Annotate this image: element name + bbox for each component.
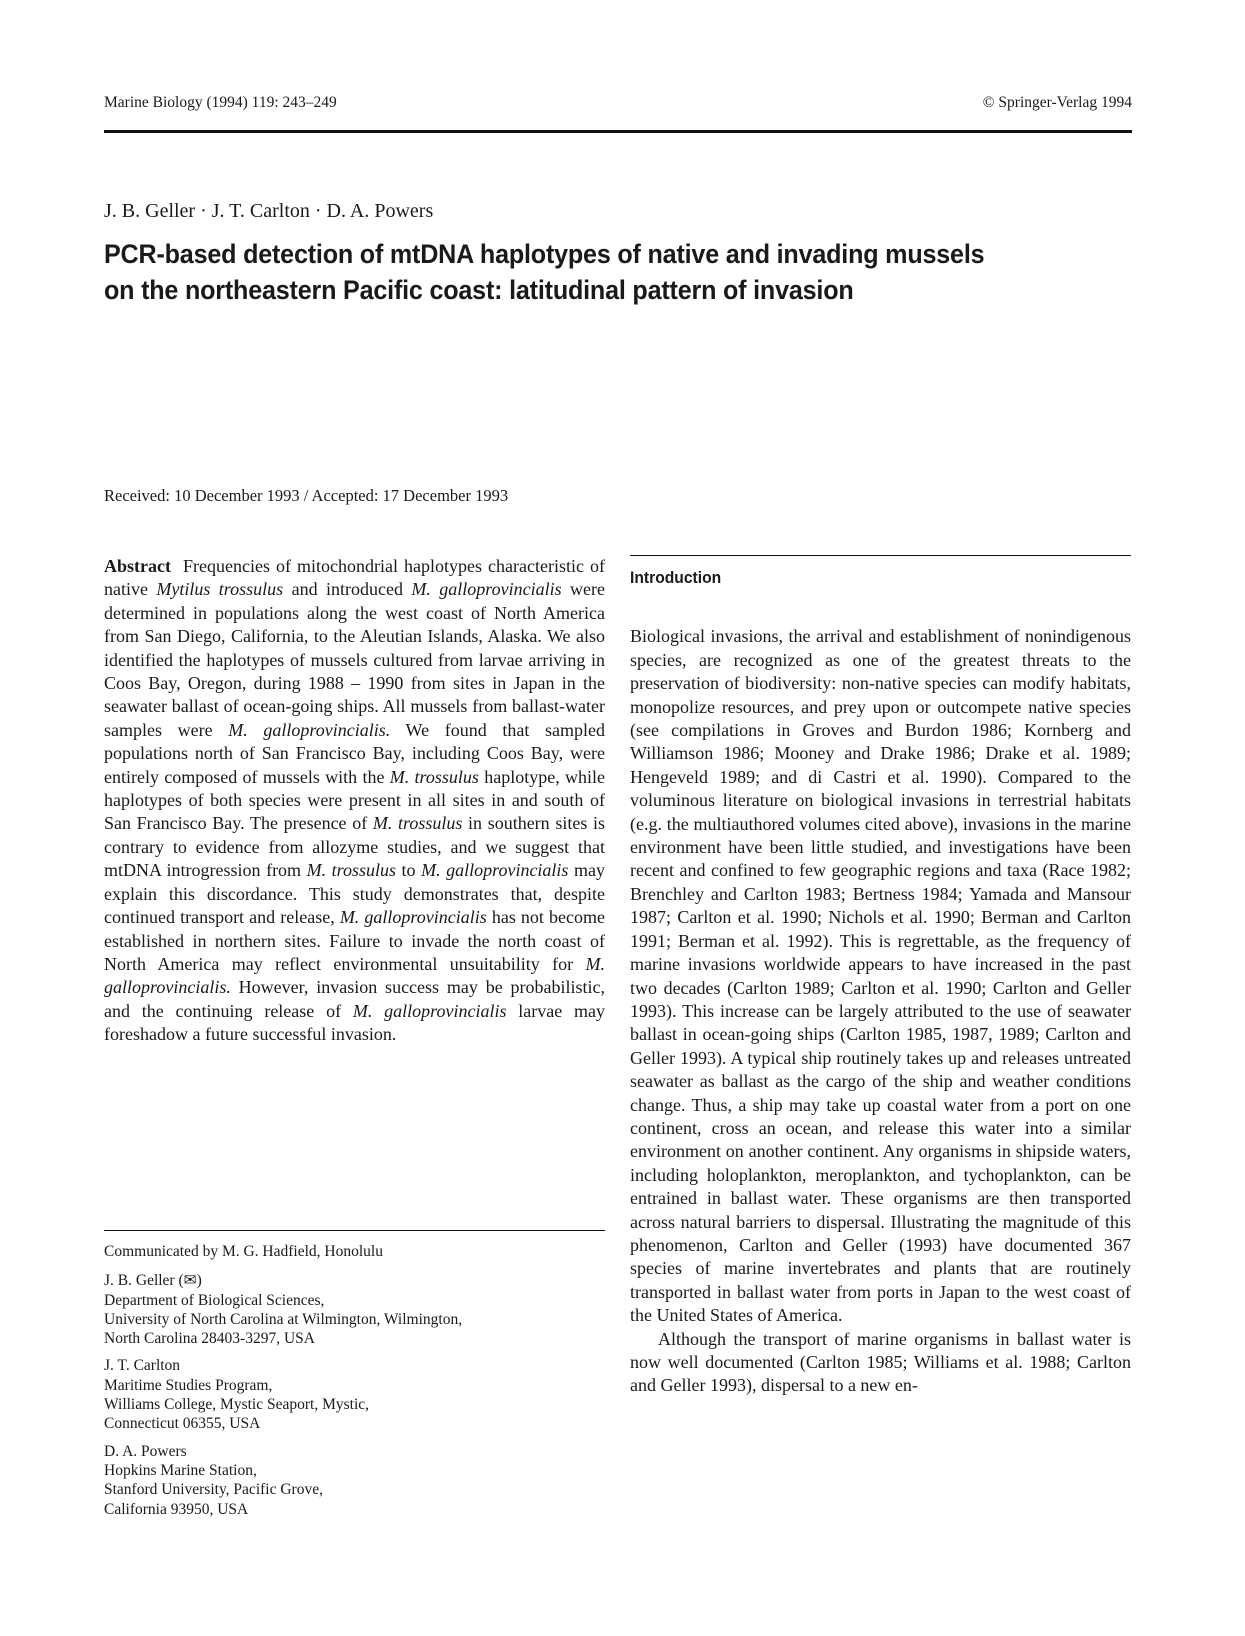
abstract xyxy=(104,555,605,1047)
header-rule xyxy=(104,130,1132,133)
affiliation-carlton: J. T. Carlton Maritime Studies Program, Williams College, Mystic Seaport, Mystic, Connecticut 06355, USA xyxy=(104,1357,369,1433)
left-column xyxy=(104,555,605,1047)
species-name: M. galloprovincialis xyxy=(421,860,569,881)
running-head-copyright: © Springer-Verlag 1994 xyxy=(982,94,1132,111)
abstract-text: were determined in populations along the west coast of North America from San Diego, California, to the Aleutian Islands, Alaska. We also identified the haplotypes of mussels cultured from larvae arriving in Coos Bay, Oregon, during 1988 – 1990 from sites in Japan in the seawater ballast of ocean-going ships. All mussels from ballast-water samples were xyxy=(104,579,605,740)
introduction-heading: Introduction xyxy=(630,568,722,587)
abstract-text: However, invasion success may be probabilistic, and the continuing release of xyxy=(104,977,605,1021)
title-line-2: on the northeastern Pacific coast: latitudinal pattern of invasion xyxy=(104,275,854,305)
abstract-heading: Abstract xyxy=(104,556,171,576)
footnote-rule xyxy=(104,1230,605,1231)
abstract-text: larvae may foreshadow a future successful invasion. xyxy=(104,1000,605,1045)
running-head-journal: Marine Biology (1994) 119: 243–249 xyxy=(104,94,337,111)
abstract-text: We found that sampled populations north of San Francisco Bay, including Coos Bay, were entirely composed of mussels with the xyxy=(104,719,605,787)
affiliation-powers: D. A. Powers Hopkins Marine Station, Stanford University, Pacific Grove, California 93950, USA xyxy=(104,1442,323,1518)
species-name: Mytilus trossulus xyxy=(156,579,284,600)
footnote-block xyxy=(104,1230,605,1527)
received-accepted-dates: Received: 10 December 1993 / Accepted: 17 December 1993 xyxy=(104,486,509,505)
species-name: M. galloprovincialis xyxy=(411,579,562,600)
species-name: M. galloprovincialis. xyxy=(104,953,605,998)
abstract-text: haplotype, while haplotypes of both species were present in all sites in and south of San Francisco Bay. The presence of xyxy=(104,766,605,834)
species-name: M. trossulus xyxy=(306,860,396,881)
species-name: M. galloprovincialis xyxy=(339,907,487,928)
species-name: M. trossulus xyxy=(389,766,479,787)
abstract-text: Frequencies of mitochondrial haplotypes characteristic of native xyxy=(104,556,605,600)
abstract-text: may explain this discordance. This study demonstrates that, despite continued transport and release, xyxy=(104,860,605,928)
author-list: J. B. Geller · J. T. Carlton · D. A. Powers xyxy=(104,200,434,222)
title-line-1: PCR-based detection of mtDNA haplotypes of native and invading mussels xyxy=(104,239,985,269)
abstract-body xyxy=(104,556,605,1044)
introduction-paragraph-2: Although the transport of marine organisms in ballast water is now well documented (Carlton 1985; Williams et al. 1988; Carlton and Geller 1993), dispersal to a new en- xyxy=(630,1328,1131,1396)
introduction-paragraph-1: Biological invasions, the arrival and establishment of nonindigenous species, are recognized as one of the greatest threats to the preservation of biodiversity: non-native species can modify habitats, monopolize resources, and prey upon or outcompete native species (see compilations in Groves and Burdon 1986; Kornberg and Williamson 1986; Mooney and Drake 1986; Drake et al. 1989; Hengeveld 1989; and di Castri et al. 1990). Compared to the voluminous literature on biological invasions in terrestrial habitats (e.g. the multiauthored volumes cited above), invasions in the marine environment have been little studied, and investigations have been recent and confined to few geographic regions and taxa (Race 1982; Brenchley and Carlton 1983; Bertness 1984; Yamada and Mansour 1987; Carlton et al. 1990; Nichols et al. 1990; Berman and Carlton 1991; Berman et al. 1992). This is regrettable, as the frequency of marine invasions worldwide appears to have increased in the past two decades (Carlton 1989; Carlton et al. 1990; Carlton and Geller 1993). This increase can be largely attributed to the use of seawater ballast in ocean-going ships (Carlton 1985, 1987, 1989; Carlton and Geller 1993). A typical ship routinely takes up and releases untreated seawater as ballast as the cargo of the ship and weather conditions change. Thus, a ship may take up coastal water from a port on one continent, cross an ocean, and release this water into a similar environment on another continent. Any organisms in shipside waters, including holoplankton, meroplankton, and tychoplankton, can be entrained in ballast water. These organisms are then transported across natural barriers to dispersal. Illustrating the magnitude of this phenomenon, Carlton and Geller (1993) have documented 367 species of marine invertebrates and plants that are routinely transported in ballast water from ports in Japan to the west coast of the United States of America. xyxy=(630,626,1131,1326)
communicated-by: Communicated by M. G. Hadfield, Honolulu xyxy=(104,1243,383,1260)
abstract-text: in southern sites is contrary to evidence from allozyme studies, and we suggest that mtDNA introgression from xyxy=(104,813,605,881)
section-rule xyxy=(630,555,1131,556)
abstract-text: to xyxy=(396,860,422,881)
right-column xyxy=(630,555,1131,1398)
abstract-text: has not become established in northern sites. Failure to invade the north coast of North America may reflect environmental unsuitability for xyxy=(104,907,605,974)
abstract-text: and introduced xyxy=(283,579,412,600)
species-name: M. galloprovincialis xyxy=(352,1000,507,1021)
species-name: M. trossulus xyxy=(372,813,463,834)
affiliation-geller: J. B. Geller (✉) Department of Biological Sciences, University of North Carolina at Wilmington, Wilmington, North Carolina 28403-3297, USA xyxy=(104,1272,463,1348)
paper-title xyxy=(104,236,1071,308)
species-name: M. galloprovincialis. xyxy=(228,719,391,740)
